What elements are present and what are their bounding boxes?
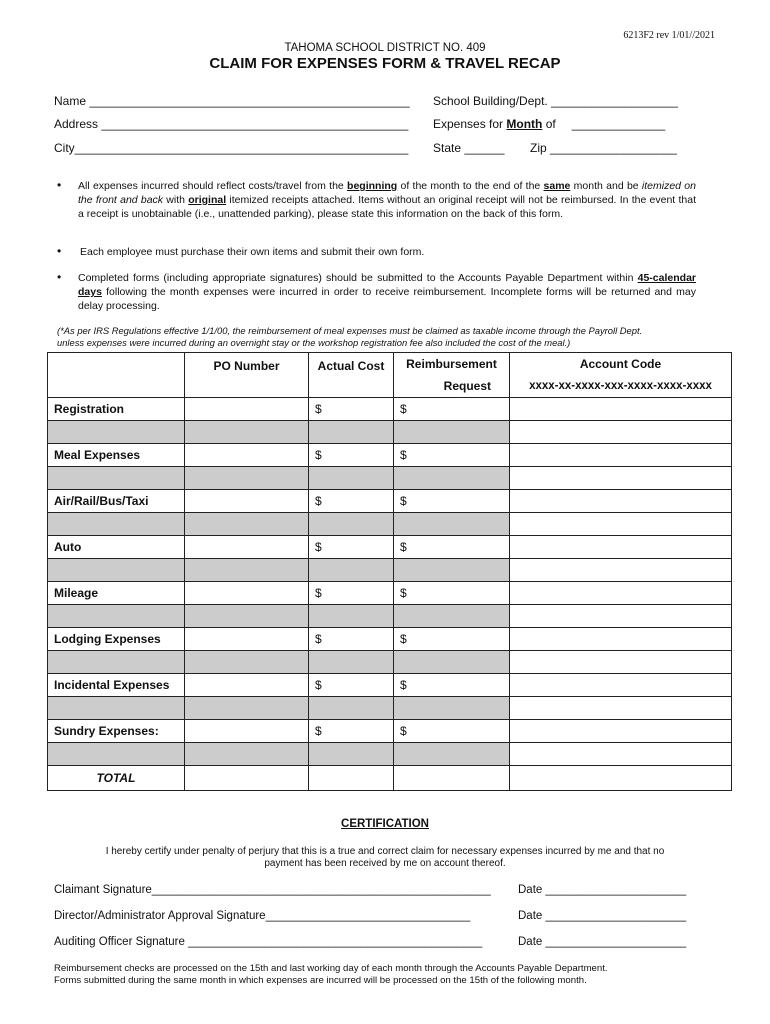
school-dept-field[interactable]: School Building/Dept. ___________________ [433, 94, 678, 108]
reimbursement-cell[interactable]: $ [394, 720, 510, 743]
shaded-cell [309, 421, 394, 444]
shaded-cell [309, 605, 394, 628]
expenses-prefix: Expenses for [433, 117, 507, 131]
expenses-month-field[interactable] [433, 117, 665, 131]
shaded-cell [309, 467, 394, 490]
account-code-cell[interactable] [510, 605, 732, 628]
expenses-suffix: of [542, 117, 556, 131]
actual-cost-cell[interactable]: $ [309, 536, 394, 559]
shaded-cell [394, 559, 510, 582]
shaded-cell [185, 513, 309, 536]
reimbursement-cell[interactable]: $ [394, 536, 510, 559]
bullet-receipts: All expenses incurred should reflect costs/travel from the beginning of the month to the end of the same month and be itemized on the front and back with original itemized receipts attached. Items without an original receipt will not be reimbursed. In the event that a receipt is unobtainable (i.e., unattended parking), please state this information on the back of this form. [78, 180, 696, 220]
name-field[interactable]: Name ________________________________________________ [54, 94, 410, 108]
row-label-lodging: Lodging Expenses [48, 628, 185, 651]
row-label-registration: Registration [48, 398, 185, 421]
account-code-cell[interactable] [510, 467, 732, 490]
auditing-date-field[interactable]: Date ______________________ [518, 936, 687, 948]
account-code-cell[interactable] [510, 697, 732, 720]
account-code-cell[interactable] [510, 444, 732, 467]
state-field[interactable]: State ______ [433, 141, 505, 155]
shaded-cell [48, 651, 185, 674]
col-reimbursement-request: Request [394, 375, 510, 398]
account-code-cell[interactable] [510, 536, 732, 559]
shaded-cell [394, 467, 510, 490]
po-number-cell[interactable] [185, 490, 309, 513]
col-account-format: xxxx-xx-xxxx-xxx-xxxx-xxxx-xxxx [510, 375, 732, 398]
total-actual-cost-cell[interactable] [309, 766, 394, 791]
account-code-cell[interactable] [510, 628, 732, 651]
shaded-cell [394, 605, 510, 628]
account-code-cell[interactable] [510, 559, 732, 582]
shaded-cell [309, 513, 394, 536]
irs-note-line2: unless expenses were incurred during an overnight stay or the workshop registration fee also included the cost of the meal.) [57, 337, 571, 348]
account-code-cell[interactable] [510, 513, 732, 536]
actual-cost-cell[interactable]: $ [309, 582, 394, 605]
director-signature-field[interactable]: Director/Administrator Approval Signature________________________________ [54, 910, 471, 922]
account-code-cell[interactable] [510, 651, 732, 674]
form-revision: 6213F2 rev 1/01//2021 [623, 30, 715, 41]
po-number-cell[interactable] [185, 720, 309, 743]
col-reimbursement: Reimbursement [394, 353, 510, 376]
bullet-icon: • [57, 270, 62, 284]
shaded-cell [185, 559, 309, 582]
shaded-cell [309, 697, 394, 720]
district-name: TAHOMA SCHOOL DISTRICT NO. 409 [284, 42, 486, 54]
col-account-code: Account Code [510, 353, 732, 376]
footer-line2: Forms submitted during the same month in which expenses are incurred will be processed on the 15th of the following month. [54, 975, 587, 986]
shaded-cell [48, 467, 185, 490]
shaded-cell [309, 651, 394, 674]
address-field[interactable]: Address ______________________________________________ [54, 117, 409, 131]
reimbursement-cell[interactable]: $ [394, 398, 510, 421]
account-code-cell[interactable] [510, 582, 732, 605]
shaded-cell [48, 513, 185, 536]
reimbursement-cell[interactable]: $ [394, 490, 510, 513]
actual-cost-cell[interactable]: $ [309, 720, 394, 743]
actual-cost-cell[interactable]: $ [309, 628, 394, 651]
shaded-cell [309, 559, 394, 582]
reimbursement-cell[interactable]: $ [394, 444, 510, 467]
shaded-cell [185, 651, 309, 674]
zip-field[interactable]: Zip ___________________ [530, 141, 677, 155]
shaded-cell [185, 743, 309, 766]
shaded-cell [394, 421, 510, 444]
reimbursement-cell[interactable]: $ [394, 628, 510, 651]
shaded-cell [48, 559, 185, 582]
shaded-cell [48, 605, 185, 628]
row-label-sundry: Sundry Expenses: [48, 720, 185, 743]
reimbursement-cell[interactable]: $ [394, 674, 510, 697]
auditing-signature-field[interactable]: Auditing Officer Signature ______________________________________________ [54, 936, 483, 948]
total-reimbursement-cell[interactable] [394, 766, 510, 791]
expenses-blank: ______________ [571, 117, 666, 131]
header-blank-cell [48, 353, 185, 398]
shaded-cell [394, 513, 510, 536]
po-number-cell[interactable] [185, 582, 309, 605]
actual-cost-cell[interactable]: $ [309, 398, 394, 421]
col-po-number: PO Number [185, 353, 309, 398]
actual-cost-cell[interactable]: $ [309, 674, 394, 697]
shaded-cell [394, 651, 510, 674]
certification-line2: payment has been received by me on account thereof. [264, 858, 506, 869]
claimant-date-field[interactable]: Date ______________________ [518, 884, 687, 896]
account-code-cell[interactable] [510, 398, 732, 421]
form-title: CLAIM FOR EXPENSES FORM & TRAVEL RECAP [209, 55, 561, 72]
expense-table [47, 352, 732, 791]
po-number-cell[interactable] [185, 398, 309, 421]
shaded-cell [48, 743, 185, 766]
month-label: Month [506, 117, 543, 131]
po-number-cell[interactable] [185, 674, 309, 697]
shaded-cell [48, 697, 185, 720]
city-field[interactable]: City__________________________________________________ [54, 141, 409, 155]
claimant-signature-field[interactable]: Claimant Signature_____________________________________________________ [54, 884, 491, 896]
account-code-cell[interactable] [510, 674, 732, 697]
director-date-field[interactable]: Date ______________________ [518, 910, 687, 922]
col-actual-cost: Actual Cost [309, 353, 394, 398]
row-label-auto: Auto [48, 536, 185, 559]
bullet-submission: Completed forms (including appropriate signatures) should be submitted to the Accounts Payable Department within 45-calendar days following the month expenses were incurred in order to receive reimbursement. Incomplete forms will be returned and may delay processing. [78, 272, 696, 312]
bullet-own-items: Each employee must purchase their own items and submit their own form. [80, 246, 425, 258]
bullet-icon: • [57, 178, 62, 192]
row-label-incidental: Incidental Expenses [48, 674, 185, 697]
account-code-cell[interactable] [510, 490, 732, 513]
total-po-cell [185, 766, 309, 791]
footer-line1: Reimbursement checks are processed on the 15th and last working day of each month through the Accounts Payable Department. [54, 963, 608, 974]
account-code-cell[interactable] [510, 743, 732, 766]
total-label: TOTAL [48, 766, 185, 791]
row-label-meal: Meal Expenses [48, 444, 185, 467]
bullet-icon: • [57, 244, 62, 258]
row-label-mileage: Mileage [48, 582, 185, 605]
shaded-cell [185, 467, 309, 490]
shaded-cell [185, 697, 309, 720]
row-label-air-rail: Air/Rail/Bus/Taxi [48, 490, 185, 513]
actual-cost-cell[interactable]: $ [309, 444, 394, 467]
po-number-cell[interactable] [185, 444, 309, 467]
certification-title: CERTIFICATION [341, 818, 429, 830]
shaded-cell [394, 743, 510, 766]
reimbursement-cell[interactable]: $ [394, 582, 510, 605]
po-number-cell[interactable] [185, 628, 309, 651]
actual-cost-cell[interactable]: $ [309, 490, 394, 513]
irs-note-line1: (*As per IRS Regulations effective 1/1/00, the reimbursement of meal expenses must be claimed as taxable income through the Payroll Dept. [57, 325, 643, 336]
shaded-cell [394, 697, 510, 720]
total-account-cell [510, 766, 732, 791]
shaded-cell [309, 743, 394, 766]
shaded-cell [185, 605, 309, 628]
account-code-cell[interactable] [510, 720, 732, 743]
shaded-cell [48, 421, 185, 444]
shaded-cell [185, 421, 309, 444]
certification-line1: I hereby certify under penalty of perjury that this is a true and correct claim for necessary expenses incurred by me and that no [105, 846, 665, 857]
account-code-cell[interactable] [510, 421, 732, 444]
po-number-cell[interactable] [185, 536, 309, 559]
